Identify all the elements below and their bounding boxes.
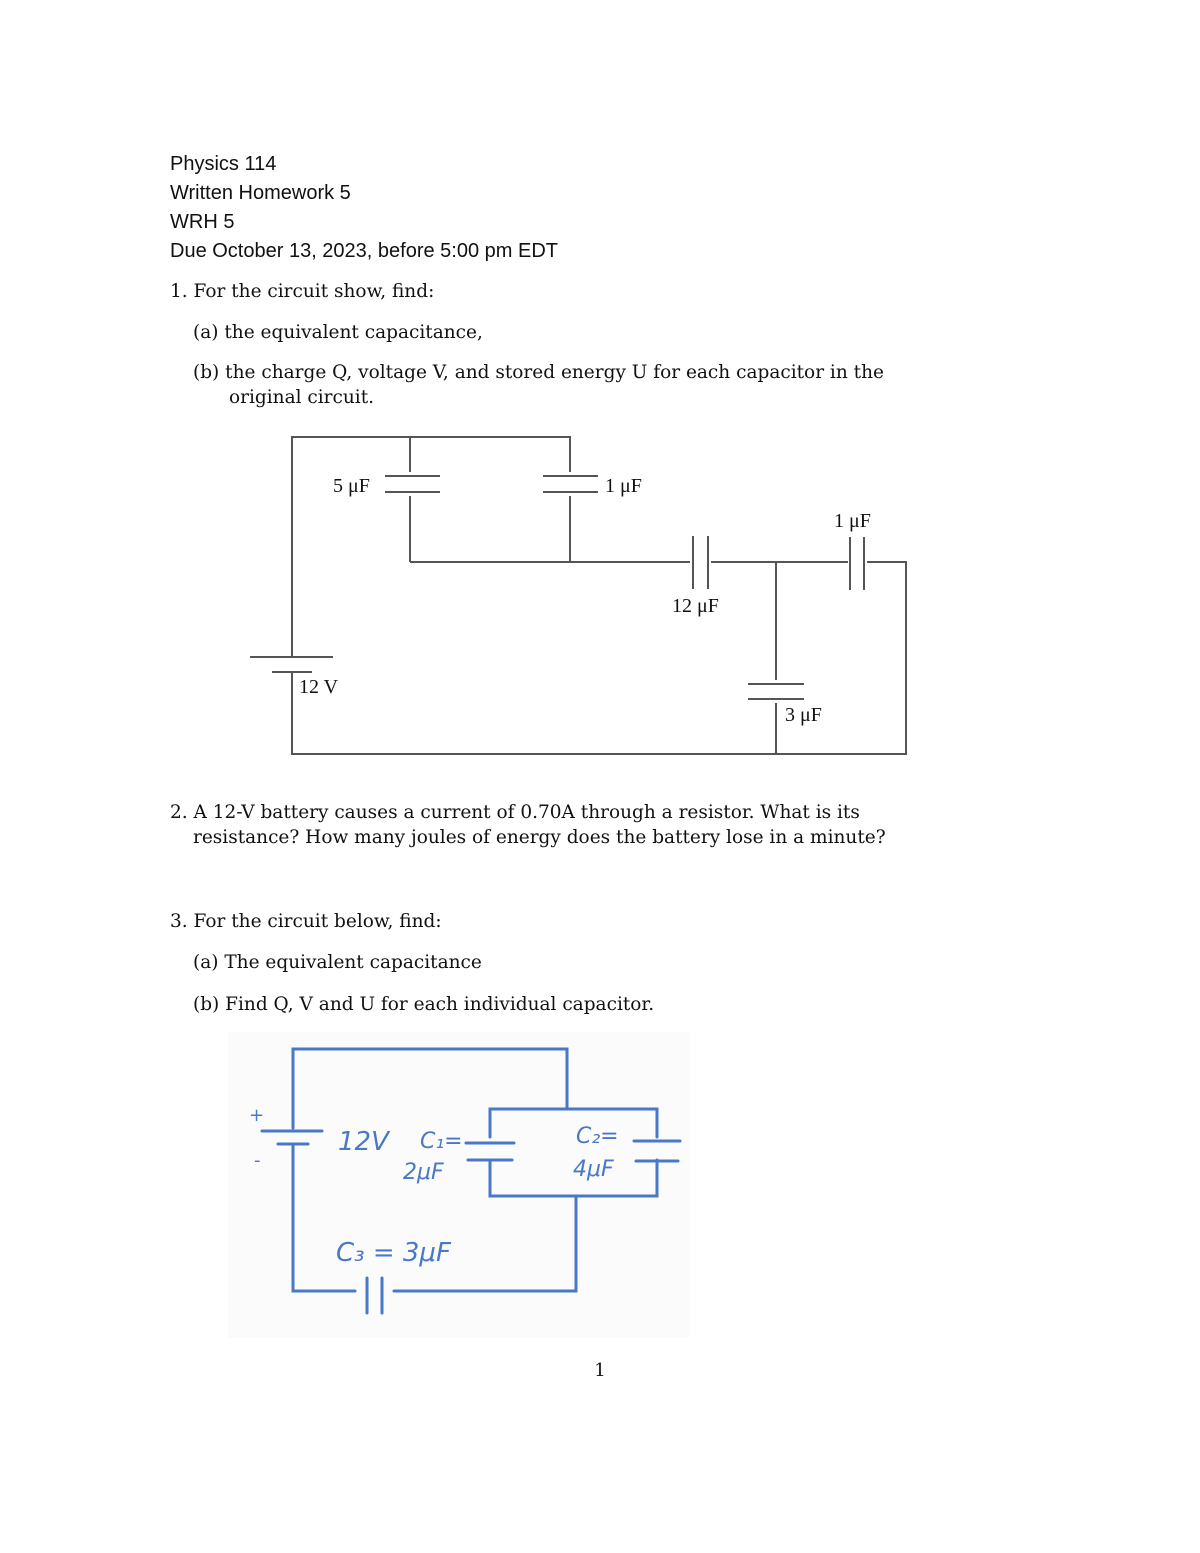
label-c2-value: 4μF bbox=[573, 1157, 614, 1182]
question-2-line2: resistance? How many joules of energy does the battery lose in a minute? bbox=[193, 827, 886, 848]
label-12uF: 12 μF bbox=[672, 595, 719, 617]
page-number: 1 bbox=[594, 1360, 606, 1381]
label-5uF: 5 μF bbox=[333, 475, 370, 497]
label-c2-name: C₂= bbox=[576, 1124, 619, 1149]
question-1-prompt: 1. For the circuit show, find: bbox=[170, 281, 435, 302]
question-1-part-b-line1: (b) the charge Q, voltage V, and stored energy U for each capacitor in the bbox=[193, 362, 884, 383]
circuit-1-left-wire bbox=[292, 437, 570, 657]
label-3uF: 3 μF bbox=[785, 704, 822, 726]
question-3-part-b: (b) Find Q, V and U for each individual capacitor. bbox=[193, 994, 655, 1015]
question-1-part-b-line2: original circuit. bbox=[229, 387, 375, 408]
question-2-line1: 2. A 12-V battery causes a current of 0.70A through a resistor. What is its bbox=[170, 802, 860, 823]
label-minus: - bbox=[254, 1150, 261, 1171]
label-battery-12V: 12 V bbox=[299, 676, 339, 698]
label-battery-12V-handwritten: 12V bbox=[338, 1127, 389, 1157]
label-c1-value: 2μF bbox=[403, 1160, 444, 1185]
circuit-3-parallel-top bbox=[490, 1109, 657, 1137]
due-date: Due October 13, 2023, before 5:00 pm EDT bbox=[170, 240, 558, 262]
course-name: Physics 114 bbox=[170, 153, 277, 175]
question-3-prompt: 3. For the circuit below, find: bbox=[170, 911, 442, 932]
label-1uF-right: 1 μF bbox=[834, 510, 871, 532]
label-plus: + bbox=[249, 1105, 265, 1126]
circuit-3-diagram bbox=[262, 1049, 680, 1313]
question-3-part-a: (a) The equivalent capacitance bbox=[193, 952, 482, 973]
circuit-3-left-wire bbox=[293, 1146, 355, 1291]
label-c1-name: C₁= bbox=[420, 1129, 463, 1154]
assignment-code: WRH 5 bbox=[170, 211, 235, 233]
label-1uF-top: 1 μF bbox=[605, 475, 642, 497]
circuit-1-labels bbox=[299, 475, 871, 726]
label-c3: C₃ = 3μF bbox=[336, 1238, 451, 1268]
assignment-title: Written Homework 5 bbox=[170, 182, 351, 204]
circuit-3-top-wire bbox=[293, 1049, 567, 1128]
question-1-part-a: (a) the equivalent capacitance, bbox=[193, 322, 483, 343]
circuit-3-labels bbox=[249, 1105, 619, 1268]
